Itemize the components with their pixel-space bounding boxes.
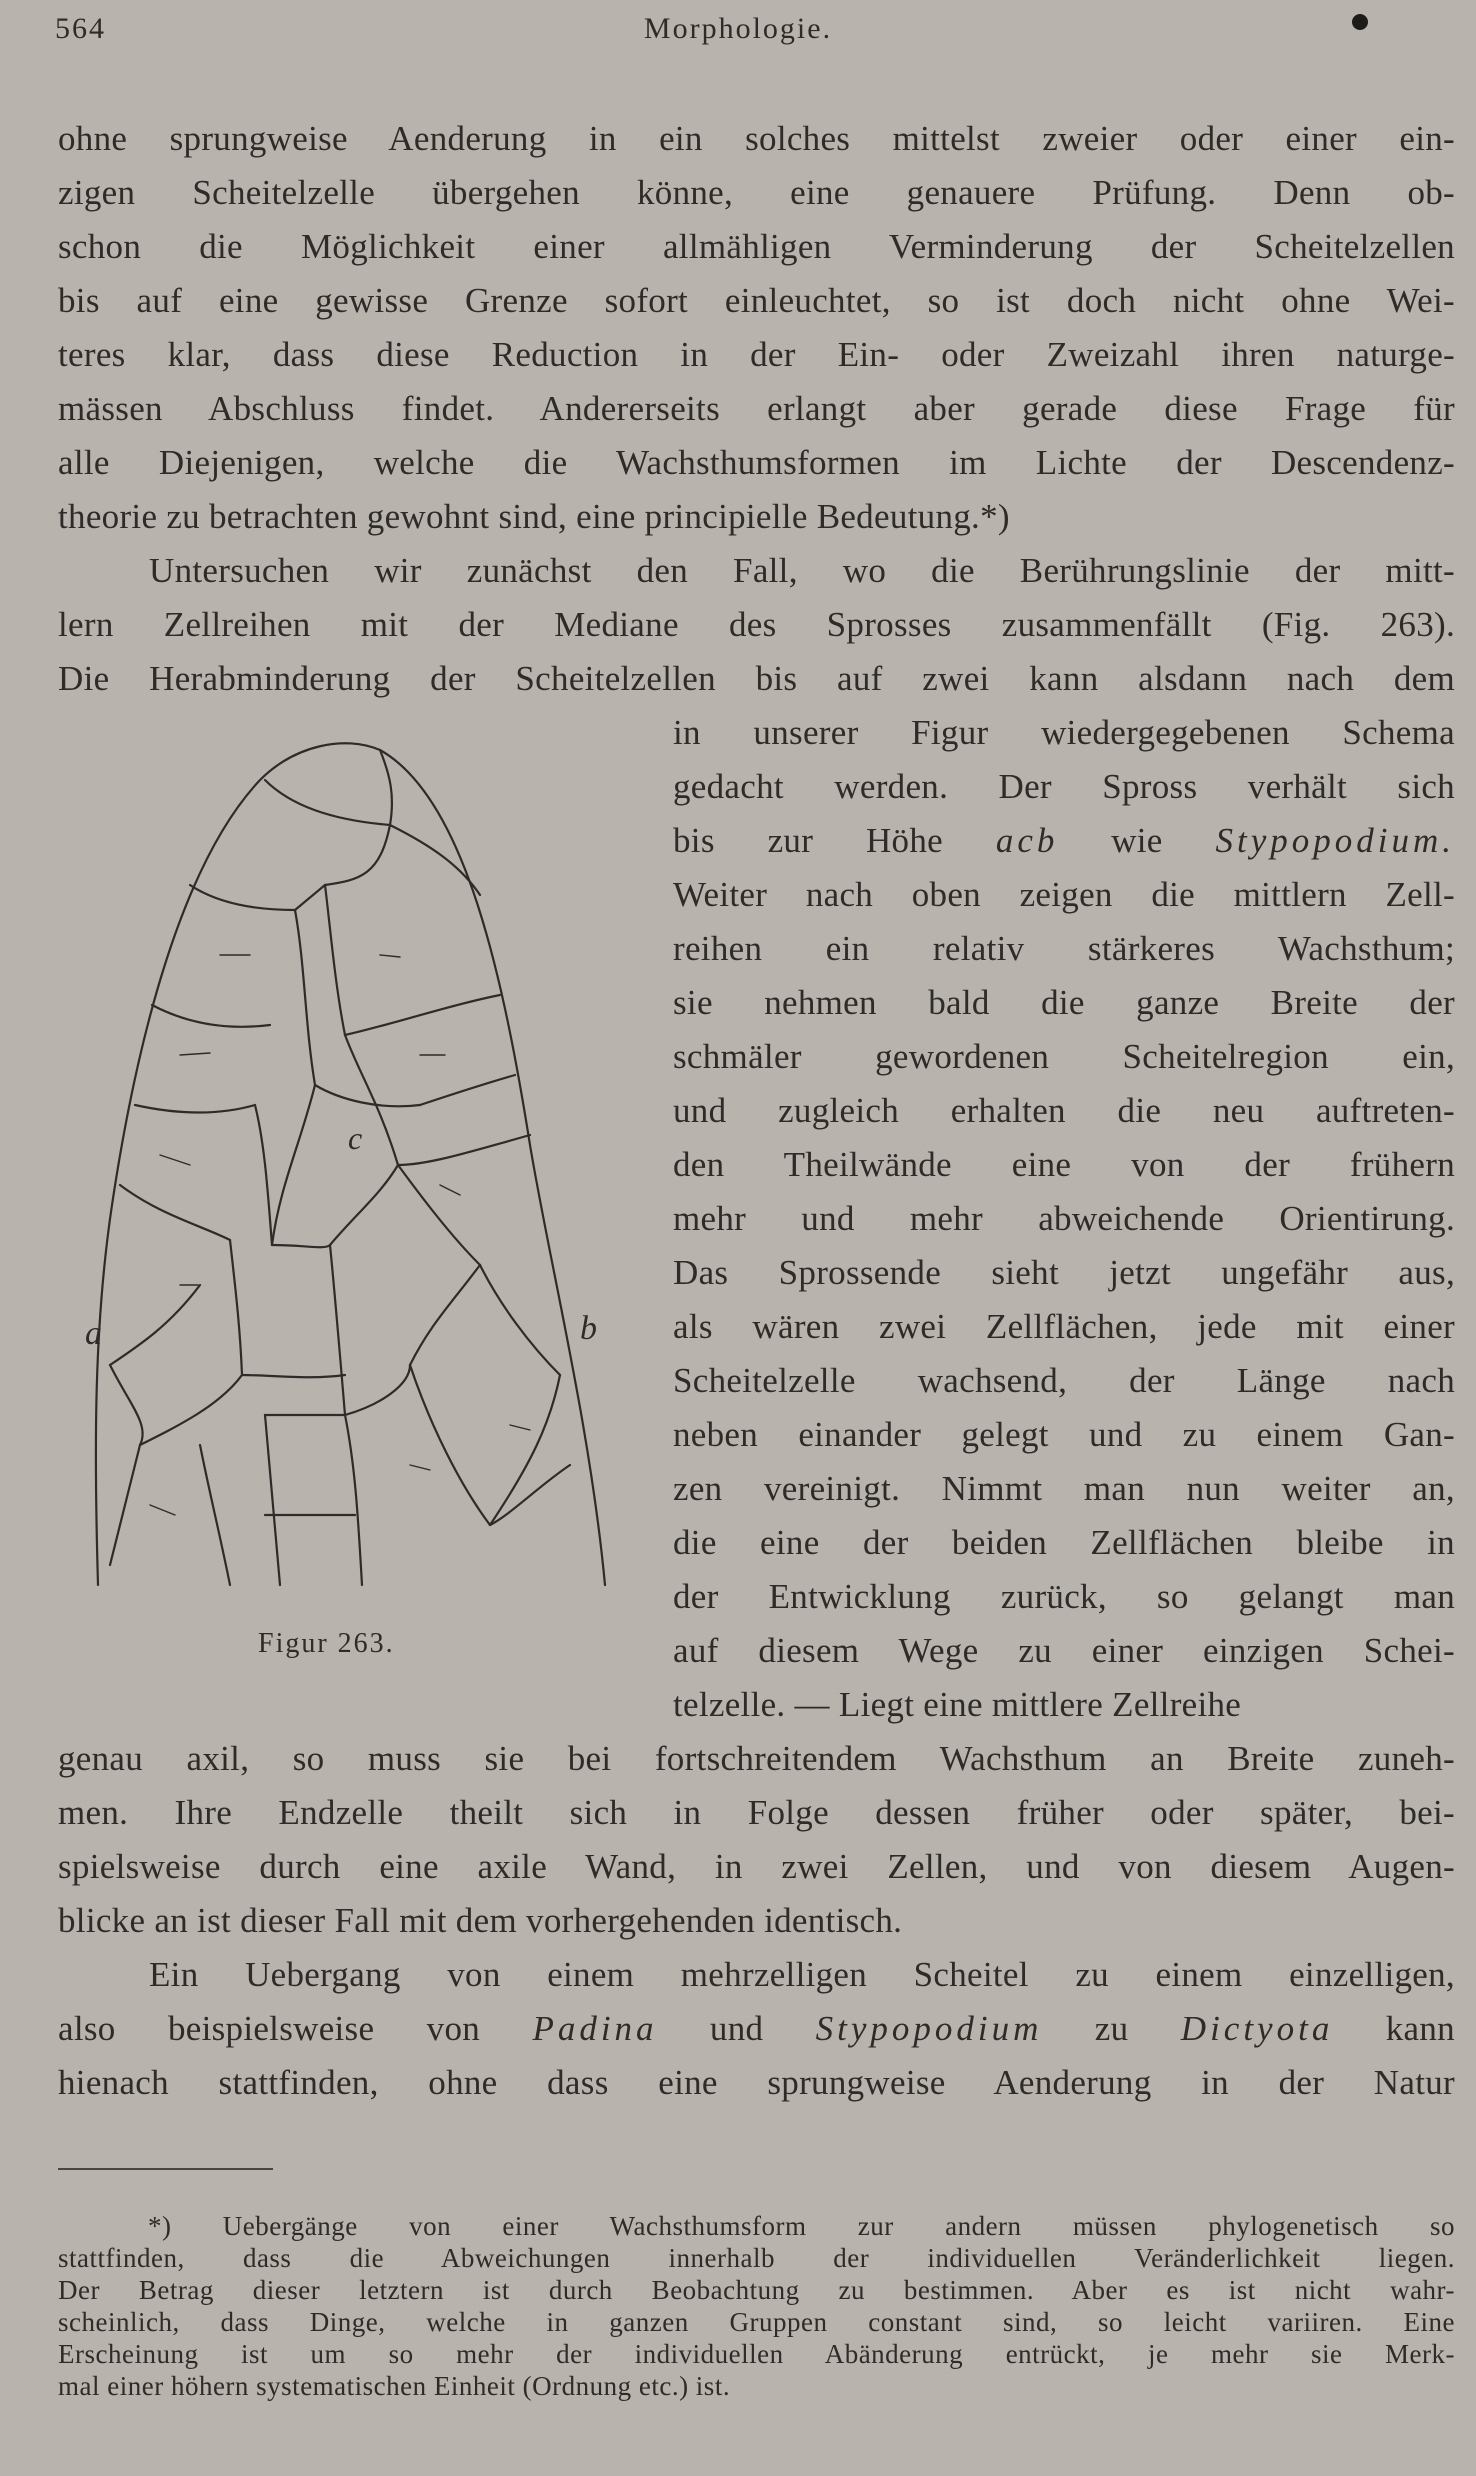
cell-wall <box>242 1375 345 1377</box>
text-line: hienach stattfinden, ohne dass eine sprungweise Aenderung in der Natur <box>58 2063 1455 2102</box>
text-fragment: zu <box>1094 2009 1129 2048</box>
cell-wall <box>510 1425 530 1430</box>
text-line: Scheitelzelle wachsend, der Länge nach <box>673 1361 1455 1400</box>
cell-wall <box>272 1245 330 1247</box>
figure-label-b: b <box>580 1310 597 1347</box>
footnote-line: scheinlich, dass Dinge, welche in ganzen Gruppen constant sind, so leicht variiren. Eine <box>58 2307 1455 2337</box>
cell-wall <box>380 955 400 957</box>
footnote-rule <box>58 2168 273 2170</box>
shoot-outline <box>96 743 605 1585</box>
footnote-line: mal einer höhern systematischen Einheit (Ordnung etc.) ist. <box>58 2371 731 2401</box>
text-line-stypopodium <box>673 814 1455 868</box>
footnote-line: stattfinden, dass die Abweichungen innerhalb der individuellen Veränderlichkeit liegen. <box>58 2243 1455 2273</box>
footnote-line: Erscheinung ist um so mehr der individuellen Abänderung entrückt, je mehr sie Merk- <box>58 2339 1455 2369</box>
text-fragment: und <box>709 2009 764 2048</box>
text-line: in unserer Figur wiedergegebenen Schema <box>673 713 1455 752</box>
cell-wall <box>490 1465 570 1525</box>
text-line: Weiter nach oben zeigen die mittlern Zell- <box>673 875 1455 914</box>
cell-wall <box>440 1185 460 1195</box>
cell-wall <box>420 1075 515 1105</box>
cell-wall <box>110 1445 140 1565</box>
text-line: men. Ihre Endzelle theilt sich in Folge dessen früher oder später, bei- <box>58 1793 1455 1832</box>
cell-wall <box>410 1265 480 1365</box>
cell-wall <box>180 1053 210 1055</box>
cell-wall <box>160 1155 190 1165</box>
cell-wall <box>295 910 315 1085</box>
text-line: telzelle. — Liegt eine mittlere Zellreihe <box>673 1685 1242 1724</box>
cell-wall <box>140 1375 242 1445</box>
text-line: alle Diejenigen, welche die Wachsthumsformen im Lichte der Descendenz- <box>58 443 1455 482</box>
text-fragment: wie <box>1111 821 1163 860</box>
text-fragment: bis zur Höhe <box>673 821 943 860</box>
cell-diagram <box>80 725 620 1625</box>
text-line: ohne sprungweise Aenderung in ein solches mittelst zweier oder einer ein- <box>58 119 1455 158</box>
cell-wall <box>345 995 500 1035</box>
text-line: teres klar, dass diese Reduction in der Ein- oder Zweizahl ihren naturge- <box>58 335 1455 374</box>
cell-wall <box>390 825 480 895</box>
text-line: schon die Möglichkeit einer allmähligen Verminderung der Scheitelzellen <box>58 227 1455 266</box>
italic-acb: acb <box>995 821 1059 860</box>
text-line: genau axil, so muss sie bei fortschreitendem Wachsthum an Breite zuneh- <box>58 1739 1455 1778</box>
cell-wall <box>380 750 392 825</box>
italic-dictyota: Dictyota <box>1180 2009 1334 2048</box>
italic-stypopodium: Stypopodium. <box>1215 821 1455 860</box>
cell-wall <box>265 1415 280 1585</box>
cell-wall <box>120 1185 230 1240</box>
text-line: Untersuchen wir zunächst den Fall, wo die Berührungslinie der mitt- <box>149 551 1455 590</box>
cell-wall <box>150 1505 175 1515</box>
figure-label-c: c <box>348 1120 363 1156</box>
text-line: lern Zellreihen mit der Mediane des Sprosses zusammenfällt (Fig. 263). <box>58 605 1455 644</box>
cell-wall <box>345 1365 410 1415</box>
cell-wall <box>135 1105 255 1113</box>
text-line: Das Sprossende sieht jetzt ungefähr aus, <box>673 1253 1455 1292</box>
text-line: mehr und mehr abweichende Orientirung. <box>673 1199 1455 1238</box>
italic-padina: Padina <box>532 2009 658 2048</box>
running-title: Morphologie. <box>643 12 833 45</box>
cell-wall <box>200 1445 230 1585</box>
text-line: mässen Abschluss findet. Andererseits erlangt aber gerade diese Frage für <box>58 389 1455 428</box>
cell-wall <box>480 1265 560 1375</box>
text-line: theorie zu betrachten gewohnt sind, eine principielle Bedeutung.*) <box>58 497 1010 536</box>
text-line: blicke an ist dieser Fall mit dem vorhergehenden identisch. <box>58 1901 903 1940</box>
cell-wall <box>345 1415 362 1585</box>
text-line: gedacht werden. Der Spross verhält sich <box>673 767 1455 806</box>
text-line: der Entwicklung zurück, so gelangt man <box>673 1577 1455 1616</box>
text-line: als wären zwei Zellflächen, jede mit einer <box>673 1307 1455 1346</box>
cell-wall <box>110 1365 143 1445</box>
text-line: neben einander gelegt und zu einem Gan- <box>673 1415 1455 1454</box>
text-line: reihen ein relativ stärkeres Wachsthum; <box>673 929 1455 968</box>
text-fragment: kann <box>1385 2009 1455 2048</box>
figure-263 <box>80 725 620 1625</box>
figure-label-a: a <box>85 1315 102 1352</box>
italic-stypopodium: Stypopodium <box>815 2009 1043 2048</box>
text-line: Die Herabminderung der Scheitelzellen bis auf zwei kann alsdann nach dem <box>58 659 1455 698</box>
text-fragment: also beispielsweise von <box>58 2009 481 2048</box>
text-line: sie nehmen bald die ganze Breite der <box>673 983 1455 1022</box>
cell-wall <box>410 1465 430 1470</box>
cell-wall <box>265 780 390 825</box>
text-line: auf diesem Wege zu einer einzigen Schei- <box>673 1631 1455 1670</box>
cell-wall <box>398 1135 530 1165</box>
cell-wall <box>110 1285 200 1365</box>
cell-wall <box>152 1005 270 1027</box>
cell-wall <box>295 885 325 910</box>
page-number: 564 <box>55 12 106 45</box>
cell-wall <box>398 1165 480 1265</box>
cell-wall <box>410 1365 490 1525</box>
text-line: schmäler gewordenen Scheitelregion ein, <box>673 1037 1455 1076</box>
cell-wall <box>325 885 345 1035</box>
cell-wall <box>325 825 390 885</box>
text-line: den Theilwände eine von der frühern <box>673 1145 1455 1184</box>
text-line: bis auf eine gewisse Grenze sofort einleuchtet, so ist doch nicht ohne Wei- <box>58 281 1455 320</box>
text-line: Ein Uebergang von einem mehrzelligen Scheitel zu einem einzelligen, <box>149 1955 1455 1994</box>
text-line: spielsweise durch eine axile Wand, in zwei Zellen, und von diesem Augen- <box>58 1847 1455 1886</box>
cell-wall <box>330 1245 345 1415</box>
cell-wall <box>490 1375 560 1525</box>
text-line-genera <box>58 2002 1455 2056</box>
text-line: die eine der beiden Zellflächen bleibe in <box>673 1523 1455 1562</box>
text-line: zen vereinigt. Nimmt man nun weiter an, <box>673 1469 1455 1508</box>
page-header <box>55 12 1421 62</box>
cell-wall <box>230 1240 242 1375</box>
text-line: zigen Scheitelzelle übergehen könne, eine genauere Prüfung. Denn ob- <box>58 173 1455 212</box>
cell-wall <box>190 885 295 910</box>
footnote-line: *) Uebergänge von einer Wachsthumsform zur andern müssen phylogenetisch so <box>148 2211 1455 2241</box>
figure-caption: Figur 263. <box>258 1628 395 1659</box>
cell-wall <box>330 1165 398 1245</box>
footnote-line: Der Betrag dieser letztern ist durch Beobachtung zu bestimmen. Aber es ist nicht wahr- <box>58 2275 1455 2305</box>
cell-wall <box>272 1085 315 1245</box>
cell-wall <box>255 1105 272 1245</box>
text-line: und zugleich erhalten die neu auftreten- <box>673 1091 1455 1130</box>
